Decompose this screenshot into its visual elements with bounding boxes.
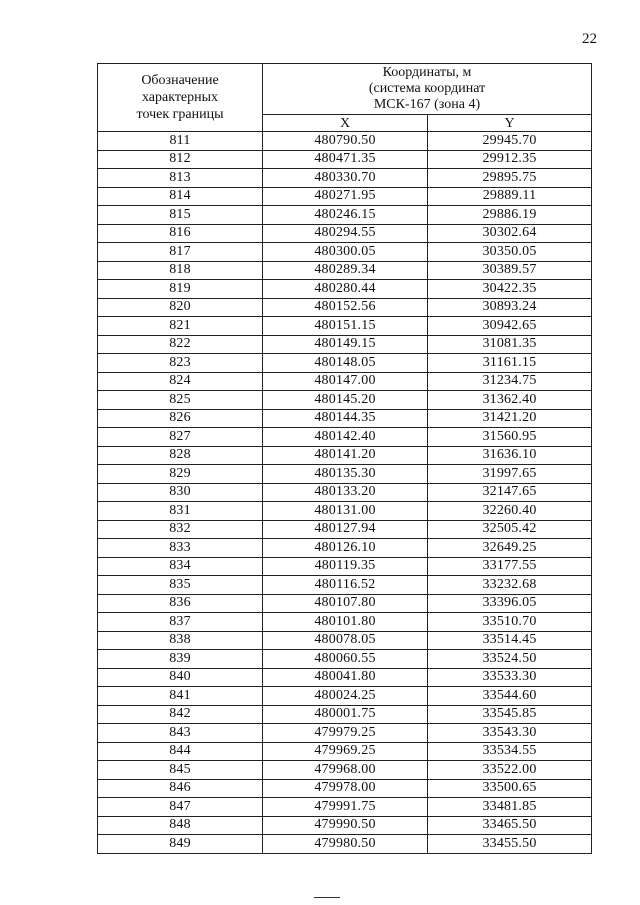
y-coordinate-cell: 31081.35 bbox=[428, 335, 592, 354]
coordinates-table bbox=[97, 63, 592, 854]
x-coordinate-cell: 480330.70 bbox=[263, 169, 428, 188]
x-coordinate-cell: 480142.40 bbox=[263, 428, 428, 447]
point-cell: 814 bbox=[98, 187, 263, 206]
y-coordinate-cell: 33481.85 bbox=[428, 798, 592, 817]
x-coordinate-cell: 480151.15 bbox=[263, 317, 428, 336]
y-coordinate-cell: 31161.15 bbox=[428, 354, 592, 373]
table-row bbox=[98, 187, 592, 206]
table-row bbox=[98, 613, 592, 632]
point-cell: 813 bbox=[98, 169, 263, 188]
header-line: точек границы bbox=[136, 107, 224, 122]
x-coordinate-cell: 480152.56 bbox=[263, 298, 428, 317]
point-cell: 831 bbox=[98, 502, 263, 521]
y-coordinate-cell: 32147.65 bbox=[428, 483, 592, 502]
table-row bbox=[98, 132, 592, 151]
point-cell: 829 bbox=[98, 465, 263, 484]
table-row bbox=[98, 243, 592, 262]
x-coordinate-cell: 480280.44 bbox=[263, 280, 428, 299]
point-cell: 821 bbox=[98, 317, 263, 336]
table-row bbox=[98, 779, 592, 798]
point-cell: 824 bbox=[98, 372, 263, 391]
point-cell: 845 bbox=[98, 761, 263, 780]
y-coordinate-cell: 31997.65 bbox=[428, 465, 592, 484]
x-coordinate-cell: 479979.25 bbox=[263, 724, 428, 743]
y-coordinate-cell: 33177.55 bbox=[428, 557, 592, 576]
x-coordinate-cell: 480790.50 bbox=[263, 132, 428, 151]
x-coordinate-cell: 479980.50 bbox=[263, 835, 428, 854]
x-coordinate-cell: 480078.05 bbox=[263, 631, 428, 650]
y-coordinate-cell: 29912.35 bbox=[428, 150, 592, 169]
table-row bbox=[98, 539, 592, 558]
point-cell: 833 bbox=[98, 539, 263, 558]
y-coordinate-cell: 33510.70 bbox=[428, 613, 592, 632]
y-coordinate-cell: 30389.57 bbox=[428, 261, 592, 280]
table-row bbox=[98, 280, 592, 299]
point-cell: 815 bbox=[98, 206, 263, 225]
table-row bbox=[98, 798, 592, 817]
x-coordinate-cell: 479991.75 bbox=[263, 798, 428, 817]
y-coordinate-cell: 33522.00 bbox=[428, 761, 592, 780]
x-coordinate-cell: 480141.20 bbox=[263, 446, 428, 465]
x-coordinate-cell: 480131.00 bbox=[263, 502, 428, 521]
table-row bbox=[98, 261, 592, 280]
table-row bbox=[98, 446, 592, 465]
y-coordinate-cell: 33514.45 bbox=[428, 631, 592, 650]
table-row bbox=[98, 520, 592, 539]
y-coordinate-cell: 30942.65 bbox=[428, 317, 592, 336]
x-coordinate-cell: 479969.25 bbox=[263, 742, 428, 761]
x-coordinate-cell: 480060.55 bbox=[263, 650, 428, 669]
x-coordinate-cell: 479978.00 bbox=[263, 779, 428, 798]
y-coordinate-cell: 33534.55 bbox=[428, 742, 592, 761]
table-row bbox=[98, 409, 592, 428]
y-coordinate-cell: 33232.68 bbox=[428, 576, 592, 595]
point-cell: 825 bbox=[98, 391, 263, 410]
y-coordinate-cell: 31362.40 bbox=[428, 391, 592, 410]
table-row bbox=[98, 742, 592, 761]
point-cell: 843 bbox=[98, 724, 263, 743]
table-row bbox=[98, 169, 592, 188]
point-cell: 819 bbox=[98, 280, 263, 299]
x-coordinate-cell: 480145.20 bbox=[263, 391, 428, 410]
table-row bbox=[98, 576, 592, 595]
y-coordinate-cell: 31636.10 bbox=[428, 446, 592, 465]
x-coordinate-cell: 480116.52 bbox=[263, 576, 428, 595]
x-coordinate-cell: 480135.30 bbox=[263, 465, 428, 484]
x-coordinate-cell: 480289.34 bbox=[263, 261, 428, 280]
point-cell: 812 bbox=[98, 150, 263, 169]
x-coordinate-cell: 480024.25 bbox=[263, 687, 428, 706]
table-row bbox=[98, 650, 592, 669]
y-coordinate-cell: 33396.05 bbox=[428, 594, 592, 613]
y-coordinate-cell: 33533.30 bbox=[428, 668, 592, 687]
point-cell: 828 bbox=[98, 446, 263, 465]
table-row bbox=[98, 502, 592, 521]
table-row bbox=[98, 391, 592, 410]
y-coordinate-cell: 32260.40 bbox=[428, 502, 592, 521]
point-cell: 848 bbox=[98, 816, 263, 835]
x-coordinate-cell: 480471.35 bbox=[263, 150, 428, 169]
x-column-header: X bbox=[263, 115, 428, 132]
point-cell: 816 bbox=[98, 224, 263, 243]
header-line: характерных bbox=[141, 90, 219, 105]
table-header bbox=[98, 64, 592, 132]
table-row bbox=[98, 354, 592, 373]
point-cell: 830 bbox=[98, 483, 263, 502]
y-coordinate-cell: 29886.19 bbox=[428, 206, 592, 225]
y-coordinate-cell: 32649.25 bbox=[428, 539, 592, 558]
table-row bbox=[98, 298, 592, 317]
table-row bbox=[98, 150, 592, 169]
point-cell: 841 bbox=[98, 687, 263, 706]
footer-divider bbox=[314, 897, 340, 898]
x-coordinate-cell: 479990.50 bbox=[263, 816, 428, 835]
y-coordinate-cell: 31421.20 bbox=[428, 409, 592, 428]
table-row bbox=[98, 206, 592, 225]
table-row bbox=[98, 687, 592, 706]
point-cell: 847 bbox=[98, 798, 263, 817]
page-number: 22 bbox=[582, 31, 597, 47]
point-cell: 834 bbox=[98, 557, 263, 576]
table-row bbox=[98, 483, 592, 502]
x-coordinate-cell: 480271.95 bbox=[263, 187, 428, 206]
header-line: Координаты, м bbox=[382, 65, 472, 80]
point-cell: 818 bbox=[98, 261, 263, 280]
y-coordinate-cell: 29945.70 bbox=[428, 132, 592, 151]
point-cell: 811 bbox=[98, 132, 263, 151]
x-coordinate-cell: 480294.55 bbox=[263, 224, 428, 243]
y-coordinate-cell: 30422.35 bbox=[428, 280, 592, 299]
point-cell: 827 bbox=[98, 428, 263, 447]
x-coordinate-cell: 480107.80 bbox=[263, 594, 428, 613]
table-body bbox=[98, 132, 592, 854]
point-cell: 839 bbox=[98, 650, 263, 669]
x-coordinate-cell: 480147.00 bbox=[263, 372, 428, 391]
point-cell: 826 bbox=[98, 409, 263, 428]
point-cell: 846 bbox=[98, 779, 263, 798]
y-coordinate-cell: 33524.50 bbox=[428, 650, 592, 669]
x-coordinate-cell: 480126.10 bbox=[263, 539, 428, 558]
y-coordinate-cell: 31560.95 bbox=[428, 428, 592, 447]
x-coordinate-cell: 480149.15 bbox=[263, 335, 428, 354]
table-row bbox=[98, 668, 592, 687]
point-cell: 822 bbox=[98, 335, 263, 354]
table-row bbox=[98, 835, 592, 854]
table-row bbox=[98, 317, 592, 336]
header-line: МСК-167 (зона 4) bbox=[373, 97, 481, 112]
table-row bbox=[98, 465, 592, 484]
x-coordinate-cell: 480133.20 bbox=[263, 483, 428, 502]
y-coordinate-cell: 30893.24 bbox=[428, 298, 592, 317]
point-cell: 842 bbox=[98, 705, 263, 724]
y-coordinate-cell: 33545.85 bbox=[428, 705, 592, 724]
y-coordinate-cell: 29889.11 bbox=[428, 187, 592, 206]
y-coordinate-cell: 30350.05 bbox=[428, 243, 592, 262]
point-cell: 838 bbox=[98, 631, 263, 650]
y-coordinate-cell: 33544.60 bbox=[428, 687, 592, 706]
x-coordinate-cell: 480148.05 bbox=[263, 354, 428, 373]
x-coordinate-cell: 479968.00 bbox=[263, 761, 428, 780]
point-cell: 849 bbox=[98, 835, 263, 854]
y-coordinate-cell: 33543.30 bbox=[428, 724, 592, 743]
point-cell: 844 bbox=[98, 742, 263, 761]
y-column-header: Y bbox=[428, 115, 592, 132]
table-row bbox=[98, 631, 592, 650]
point-cell: 820 bbox=[98, 298, 263, 317]
table-row bbox=[98, 224, 592, 243]
table-row bbox=[98, 816, 592, 835]
header-line: (система координат bbox=[368, 81, 486, 96]
y-coordinate-cell: 29895.75 bbox=[428, 169, 592, 188]
point-designation-header bbox=[98, 64, 263, 132]
table-row bbox=[98, 594, 592, 613]
x-coordinate-cell: 480001.75 bbox=[263, 705, 428, 724]
y-coordinate-cell: 33500.65 bbox=[428, 779, 592, 798]
point-cell: 832 bbox=[98, 520, 263, 539]
header-line: Обозначение bbox=[141, 73, 219, 88]
coordinates-header bbox=[263, 64, 592, 115]
y-coordinate-cell: 33455.50 bbox=[428, 835, 592, 854]
y-coordinate-cell: 32505.42 bbox=[428, 520, 592, 539]
point-cell: 817 bbox=[98, 243, 263, 262]
x-coordinate-cell: 480127.94 bbox=[263, 520, 428, 539]
x-coordinate-cell: 480144.35 bbox=[263, 409, 428, 428]
x-coordinate-cell: 480041.80 bbox=[263, 668, 428, 687]
x-coordinate-cell: 480246.15 bbox=[263, 206, 428, 225]
x-coordinate-cell: 480300.05 bbox=[263, 243, 428, 262]
y-coordinate-cell: 31234.75 bbox=[428, 372, 592, 391]
point-cell: 836 bbox=[98, 594, 263, 613]
point-cell: 835 bbox=[98, 576, 263, 595]
x-coordinate-cell: 480101.80 bbox=[263, 613, 428, 632]
table-row bbox=[98, 372, 592, 391]
point-cell: 837 bbox=[98, 613, 263, 632]
x-coordinate-cell: 480119.35 bbox=[263, 557, 428, 576]
table-row bbox=[98, 557, 592, 576]
table-row bbox=[98, 428, 592, 447]
y-coordinate-cell: 33465.50 bbox=[428, 816, 592, 835]
point-cell: 840 bbox=[98, 668, 263, 687]
y-coordinate-cell: 30302.64 bbox=[428, 224, 592, 243]
table-row bbox=[98, 335, 592, 354]
table-row bbox=[98, 724, 592, 743]
point-cell: 823 bbox=[98, 354, 263, 373]
table-row bbox=[98, 705, 592, 724]
table-row bbox=[98, 761, 592, 780]
